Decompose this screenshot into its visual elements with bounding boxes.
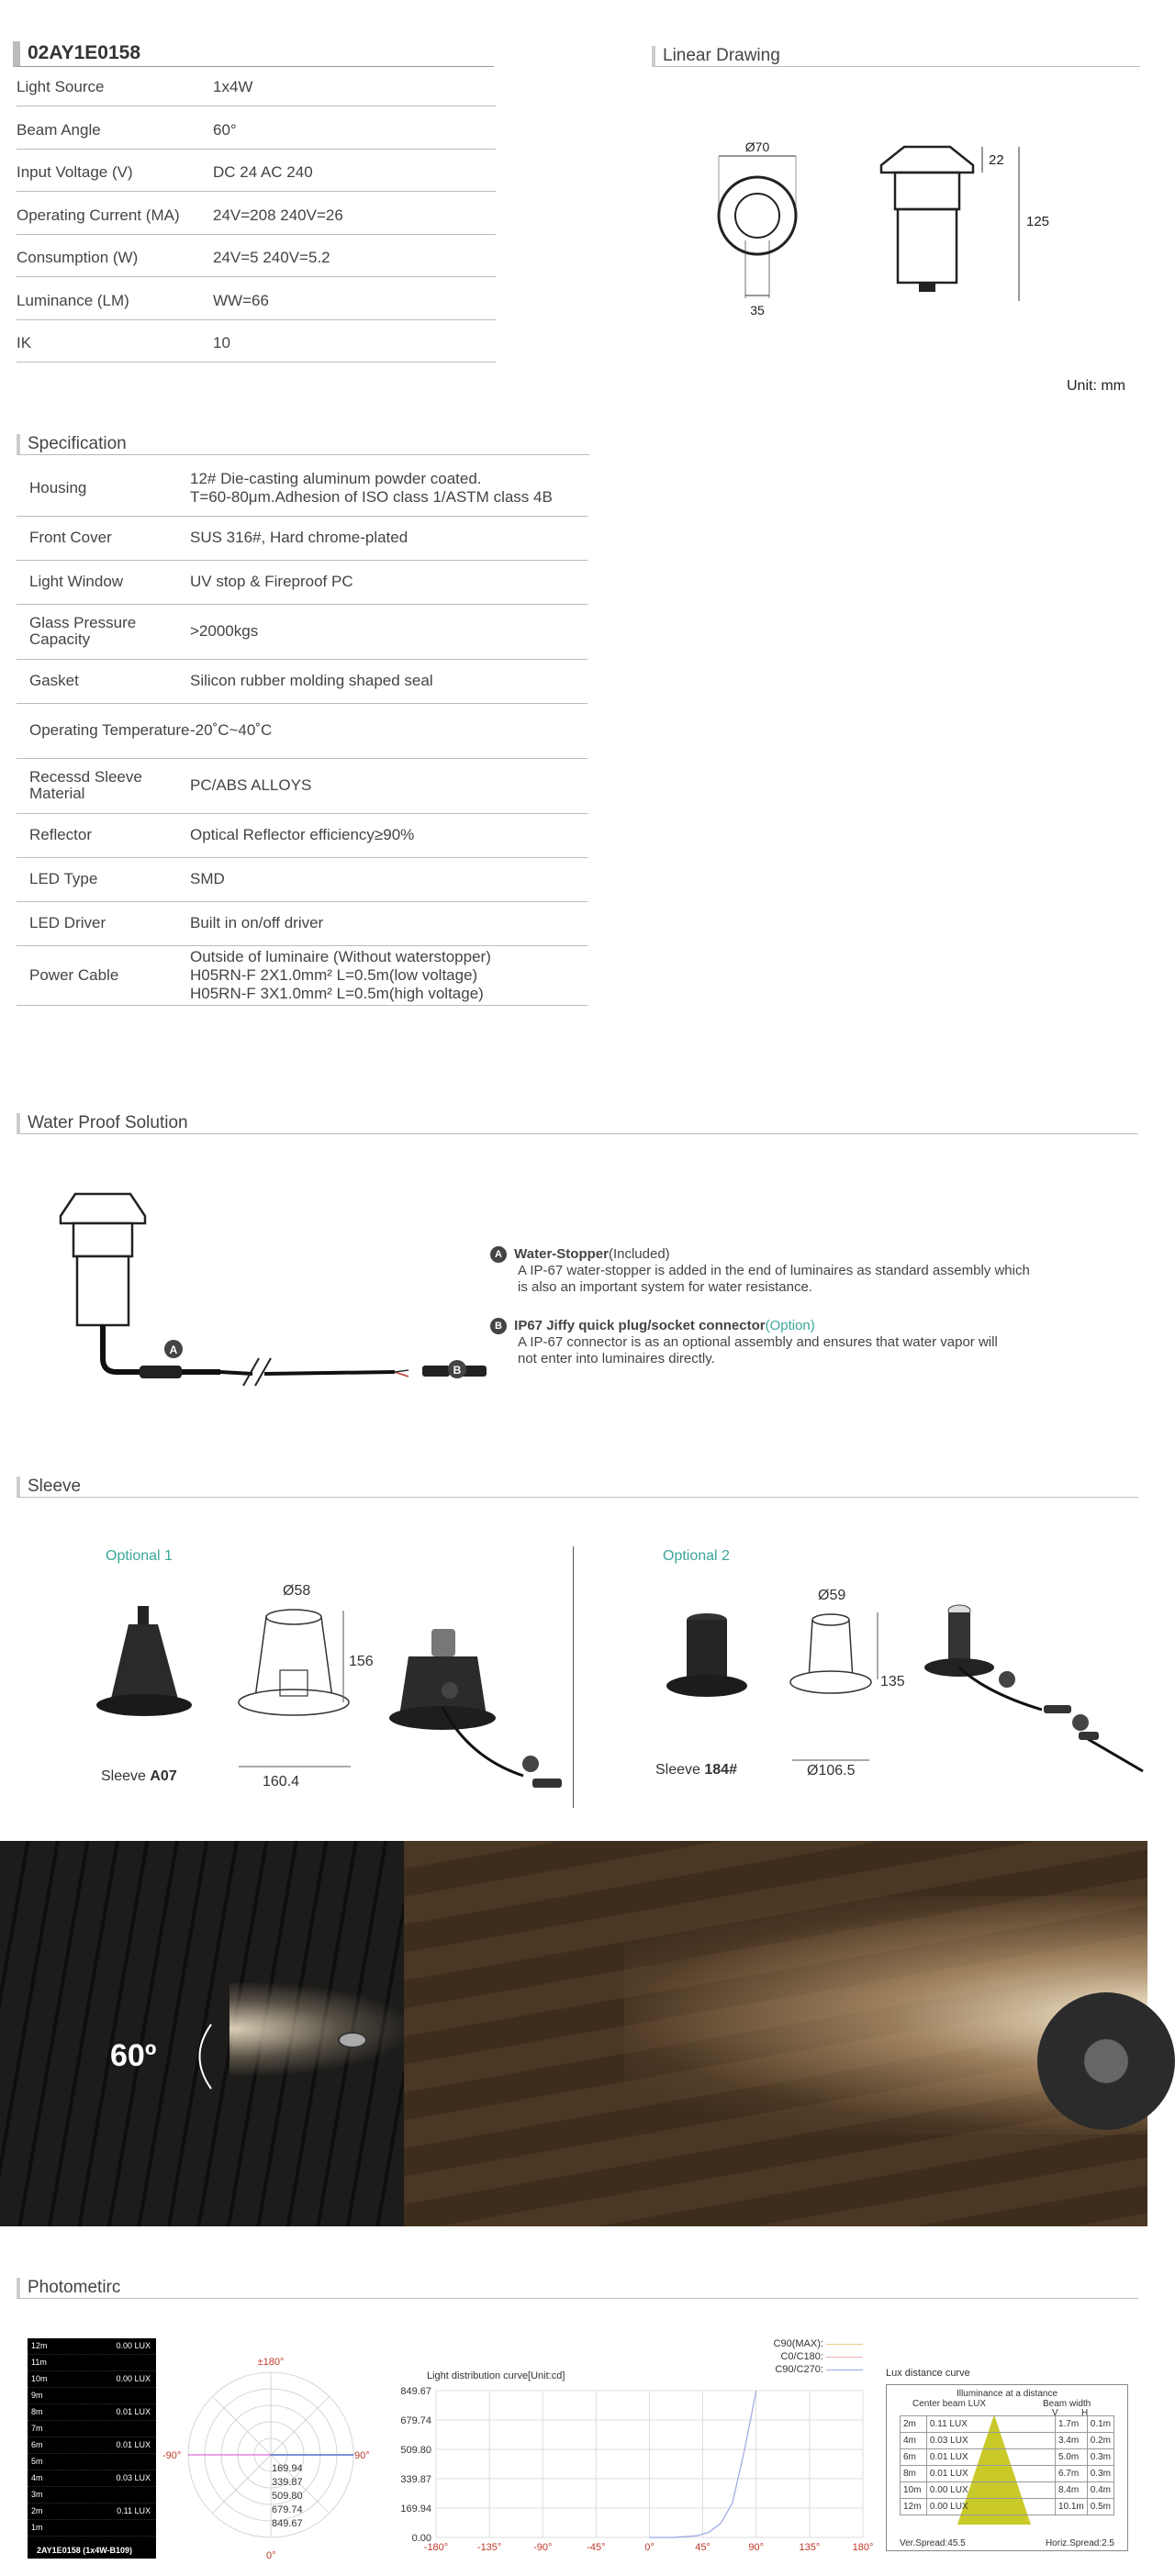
spec-value: Optical Reflector efficiency≥90% bbox=[190, 826, 415, 843]
spec-label: Gasket bbox=[29, 672, 79, 689]
beam-angle-label: 60º bbox=[110, 2038, 157, 2073]
polar-left: -90° bbox=[162, 2450, 182, 2461]
spec-row bbox=[17, 901, 588, 946]
lux-distance: 9m bbox=[31, 2391, 43, 2400]
spec-row bbox=[17, 560, 588, 605]
spec-row bbox=[17, 945, 588, 1006]
top-view-inner-ring bbox=[735, 194, 779, 238]
polar-right: 90° bbox=[354, 2450, 370, 2461]
sleeve-option-2 bbox=[656, 1588, 1147, 1840]
s1-height: 156 bbox=[349, 1654, 374, 1669]
dim-22: 22 bbox=[989, 152, 1004, 168]
lux-distance: 7m bbox=[31, 2424, 43, 2433]
x-tick-label: 180° bbox=[852, 2542, 874, 2553]
table-row: 10m 0.00 LUX 8.4m 0.4m bbox=[901, 2482, 1114, 2499]
y-tick-label: 339.87 bbox=[400, 2473, 431, 2485]
spec-value: SMD bbox=[190, 870, 225, 887]
y-tick-label: 679.74 bbox=[400, 2414, 431, 2426]
marker-b-icon: B bbox=[490, 1318, 507, 1334]
light-distribution-chart bbox=[381, 2368, 877, 2565]
s2-width: Ø106.5 bbox=[807, 1763, 856, 1779]
param-row bbox=[17, 121, 496, 150]
dim-125: 125 bbox=[1026, 214, 1050, 229]
table-row: 12m 0.00 LUX 10.1m 0.5m bbox=[901, 2499, 1114, 2515]
polar-ring-1: 169.94 bbox=[272, 2463, 303, 2474]
x-tick-label: 45° bbox=[695, 2542, 711, 2553]
lux-row bbox=[28, 2371, 156, 2388]
polar-bottom: 0° bbox=[266, 2550, 276, 2561]
lux-distance: 1m bbox=[31, 2523, 43, 2532]
side-view-body bbox=[895, 173, 959, 209]
side-view-flange bbox=[881, 147, 973, 173]
spec-value: PC/ABS ALLOYS bbox=[190, 776, 312, 794]
lux-row bbox=[28, 2338, 156, 2355]
table-row: 2m 0.11 LUX 1.7m 0.1m bbox=[901, 2416, 1114, 2433]
spec-value: SUS 316#, Hard chrome-plated bbox=[190, 529, 408, 546]
param-value: 24V=208 240V=26 bbox=[213, 206, 343, 224]
spec-row bbox=[17, 461, 588, 517]
table-row: 8m 0.01 LUX 6.7m 0.3m bbox=[901, 2466, 1114, 2482]
spec-label: LED Driver bbox=[29, 914, 106, 931]
linear-drawing-title: Linear Drawing bbox=[652, 46, 1140, 67]
lux-row bbox=[28, 2454, 156, 2470]
spec-label: Glass Pressure Capacity bbox=[29, 614, 137, 648]
lux-row bbox=[28, 2520, 156, 2537]
header-beam-width: Beam width bbox=[1043, 2399, 1091, 2409]
polar-ring-4: 679.74 bbox=[272, 2504, 303, 2515]
param-label: Consumption (W) bbox=[17, 249, 139, 266]
spec-label: Front Cover bbox=[29, 529, 112, 546]
lux-value: 0.00 LUX bbox=[116, 2374, 151, 2383]
top-view-outer-ring bbox=[719, 177, 796, 254]
dim-d70: Ø70 bbox=[744, 139, 770, 154]
lux-row bbox=[28, 2470, 156, 2487]
param-label: IK bbox=[17, 334, 32, 351]
spec-value: Outside of luminaire (Without waterstopper) H05RN-F 2X1.0mm² L=0.5m(low voltage) H05RN-F 3X1.0mm² L=0.5m(high voltage) bbox=[190, 947, 491, 1002]
lux-distance-panel: Illuminance at a distance Center beam LUX Beam width V H 2m 0.11 LUX 1.7m 0.1m 4m 0.03 LUX 3.4m 0.2m 6m 0.01 LUX 5.0m 0.3m 8m 0.01 LUX 6.7m 0.3m 10m 0.00 LUX 8.4m 0.4m 12m 0.00 LUX 10.1m 0.5m Ver.Spread:45.5 Horiz.Spread:2.5 bbox=[886, 2384, 1128, 2551]
lux-row bbox=[28, 2404, 156, 2421]
spec-row bbox=[17, 659, 588, 704]
param-row bbox=[17, 78, 496, 106]
spec-row bbox=[17, 813, 588, 858]
lux-distance: 3m bbox=[31, 2490, 43, 2499]
param-row bbox=[17, 334, 496, 362]
spec-row bbox=[17, 604, 588, 660]
sleeve-divider bbox=[573, 1546, 574, 1808]
waterstopper-desc: A Water-Stopper(Included) A IP-67 water-stopper is added in the end of luminaires as standard assembly which is also an important system for water resistance. bbox=[490, 1246, 1114, 1296]
spec-label: LED Type bbox=[29, 870, 98, 887]
table-row: 4m 0.03 LUX 3.4m 0.2m bbox=[901, 2433, 1114, 2449]
specification-title: Specification bbox=[17, 434, 589, 455]
spec-value: UV stop & Fireproof PC bbox=[190, 573, 353, 590]
lux-distance-title: Lux distance curve bbox=[886, 2368, 970, 2379]
table-title: Illuminance at a distance bbox=[956, 2389, 1058, 2399]
x-tick-label: -135° bbox=[476, 2542, 502, 2553]
spec-row bbox=[17, 703, 588, 759]
photometric-title: Photometirc bbox=[17, 2278, 1138, 2299]
lux-value: 0.03 LUX bbox=[116, 2473, 151, 2482]
header-center-lux: Center beam LUX bbox=[912, 2399, 987, 2409]
waterproof-diagram bbox=[55, 1188, 514, 1413]
x-tick-label: 90° bbox=[748, 2542, 765, 2553]
param-label: Light Source bbox=[17, 78, 105, 95]
param-label: Operating Current (MA) bbox=[17, 206, 180, 224]
luminaire-flange bbox=[61, 1194, 145, 1223]
lux-distance: 11m bbox=[31, 2358, 47, 2367]
param-value: 24V=5 240V=5.2 bbox=[213, 249, 330, 266]
x-tick-label: -180° bbox=[423, 2542, 449, 2553]
lux-distance: 12m bbox=[31, 2341, 48, 2350]
connector-text: A IP-67 connector is as an optional assembly and ensures that water vapor will not enter into luminaires directly. bbox=[518, 1334, 998, 1367]
linear-drawing bbox=[716, 138, 1050, 321]
param-value: 10 bbox=[213, 334, 230, 351]
lux-value: 0.11 LUX bbox=[117, 2506, 151, 2515]
y-tick-label: 509.80 bbox=[400, 2445, 431, 2457]
spec-label: Light Window bbox=[29, 573, 124, 590]
side-view-tube bbox=[898, 209, 957, 283]
lux-value: 0.01 LUX bbox=[116, 2440, 151, 2449]
spec-label: Power Cable bbox=[29, 965, 119, 984]
connector-title: IP67 Jiffy quick plug/socket connector bbox=[514, 1318, 766, 1333]
lux-distance: 8m bbox=[31, 2407, 43, 2416]
s2-height: 135 bbox=[880, 1674, 905, 1689]
lux-column bbox=[28, 2338, 156, 2559]
param-value: 1x4W bbox=[213, 78, 253, 95]
waterproof-title: Water Proof Solution bbox=[17, 1113, 1138, 1134]
s1-diameter: Ø58 bbox=[283, 1583, 311, 1599]
sleeve-title: Sleeve bbox=[17, 1477, 1138, 1498]
lux-value: 0.00 LUX bbox=[116, 2341, 151, 2350]
table-row: 6m 0.01 LUX 5.0m 0.3m bbox=[901, 2449, 1114, 2466]
model-title: 02AY1E0158 bbox=[13, 41, 494, 67]
optional-1-label: Optional 1 bbox=[106, 1548, 173, 1564]
spec-label: Reflector bbox=[29, 826, 93, 843]
waterstopper-title: Water-Stopper bbox=[514, 1246, 609, 1262]
spec-value: Built in on/off driver bbox=[190, 914, 324, 931]
polar-ring-5: 849.67 bbox=[272, 2518, 303, 2529]
spec-value: Silicon rubber molding shaped seal bbox=[190, 672, 433, 689]
hor-spread: Horiz.Spread:2.5 bbox=[1045, 2538, 1114, 2548]
param-value: WW=66 bbox=[213, 291, 269, 309]
lux-row bbox=[28, 2388, 156, 2404]
x-tick-label: -90° bbox=[533, 2542, 553, 2553]
lux-distance: 6m bbox=[31, 2440, 43, 2449]
lux-row bbox=[28, 2504, 156, 2520]
sleeve-184-caption: Sleeve 184# bbox=[655, 1762, 737, 1778]
param-row bbox=[17, 249, 496, 277]
spec-value: 12# Die-casting aluminum powder coated. T=60-80μm.Adhesion of ISO class 1/ASTM class 4B bbox=[190, 470, 553, 506]
spec-value: -20˚C~40˚C bbox=[190, 721, 273, 739]
lux-distance: 10m bbox=[31, 2374, 48, 2383]
param-label: Luminance (LM) bbox=[17, 291, 129, 309]
lux-row bbox=[28, 2487, 156, 2504]
lux-distance: 5m bbox=[31, 2457, 43, 2466]
y-tick-label: 849.67 bbox=[400, 2386, 431, 2397]
ver-spread: Ver.Spread:45.5 bbox=[900, 2538, 966, 2548]
s2-diameter: Ø59 bbox=[818, 1588, 846, 1603]
param-value: 60° bbox=[213, 120, 237, 139]
chart-title: Light distribution curve[Unit:cd] bbox=[427, 2370, 565, 2381]
polar-ring-3: 509.80 bbox=[272, 2491, 303, 2502]
illuminance-table bbox=[900, 2415, 1114, 2515]
spec-row bbox=[17, 758, 588, 814]
lux-caption: 2AY1E0158 (1x4W-B109) bbox=[37, 2546, 133, 2555]
connector-desc: B IP67 Jiffy quick plug/socket connector(Option) A IP-67 connector is as an optional assembly and ensures that water vapor will not enter into luminaires directly. bbox=[490, 1318, 1114, 1367]
lux-row bbox=[28, 2355, 156, 2371]
spec-value: >2000kgs bbox=[190, 622, 259, 640]
param-row bbox=[17, 292, 496, 320]
spec-label: Operating Temperature bbox=[29, 721, 190, 739]
x-tick-label: -45° bbox=[587, 2542, 606, 2553]
lux-distance: 2m bbox=[31, 2506, 43, 2515]
lux-distance: 4m bbox=[31, 2473, 43, 2482]
x-tick-label: 0° bbox=[644, 2542, 655, 2553]
spec-label: Recessd Sleeve Material bbox=[29, 768, 142, 802]
water-stopper bbox=[140, 1366, 182, 1378]
cable-path bbox=[103, 1325, 220, 1372]
optional-2-label: Optional 2 bbox=[663, 1548, 730, 1564]
param-value: DC 24 AC 240 bbox=[213, 163, 313, 181]
sleeve-a07-caption: Sleeve A07 bbox=[101, 1768, 177, 1784]
s1-width: 160.4 bbox=[263, 1774, 300, 1790]
y-tick-label: 169.94 bbox=[400, 2503, 431, 2515]
wall-luminaire bbox=[1037, 1992, 1175, 2130]
waterstopper-text: A IP-67 water-stopper is added in the end of luminaires as standard assembly which is also an important system for water resistance. bbox=[518, 1263, 1030, 1296]
polar-chart bbox=[162, 2349, 376, 2561]
param-label: Beam Angle bbox=[17, 120, 101, 139]
param-label: Input Voltage (V) bbox=[17, 163, 133, 181]
polar-top: ±180° bbox=[257, 2357, 285, 2368]
spec-row bbox=[17, 857, 588, 902]
param-row bbox=[17, 206, 496, 235]
quick-connector-a bbox=[422, 1366, 450, 1377]
polar-ring-2: 339.87 bbox=[272, 2477, 303, 2488]
svg-text:B: B bbox=[453, 1364, 462, 1377]
dim-35: 35 bbox=[750, 303, 765, 318]
lux-row bbox=[28, 2437, 156, 2454]
spec-row bbox=[17, 516, 588, 561]
sleeve-a07-body bbox=[110, 1624, 179, 1702]
x-tick-label: 135° bbox=[799, 2542, 821, 2553]
y-tick-label: 0.00 bbox=[411, 2533, 431, 2544]
lux-row bbox=[28, 2421, 156, 2437]
lux-value: 0.01 LUX bbox=[116, 2407, 151, 2416]
curve-legend: C90(MAX): C0/C180: C90/C270: bbox=[725, 2337, 863, 2376]
marker-a-icon: A bbox=[490, 1246, 507, 1263]
deck-luminaire bbox=[338, 2032, 367, 2048]
spec-label: Housing bbox=[29, 479, 87, 496]
param-row bbox=[17, 163, 496, 192]
unit-label: Unit: mm bbox=[1067, 378, 1125, 394]
photo-banner bbox=[0, 1841, 1147, 2226]
svg-text:A: A bbox=[169, 1344, 178, 1356]
